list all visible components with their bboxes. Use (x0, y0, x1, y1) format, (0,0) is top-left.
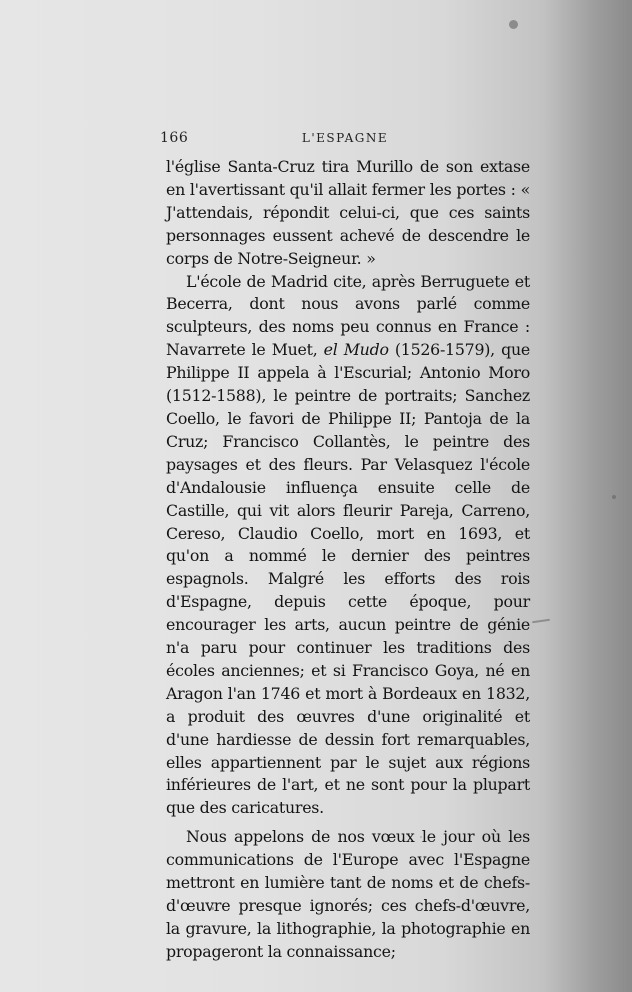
paragraph-1: l'église Santa-Cruz tira Murillo de son extase en l'avertissant qu'il allait fermer les portes : « J'attendais, répondit celui-ci, que ces saints personnages eussent achevé de descendre le corps de Notre-Seigneur. » (166, 157, 530, 268)
ink-spot (612, 495, 616, 499)
paragraph-2-text-a: L'école de Madrid cite, après Berruguete et Becerra, dont nous avons parlé comme sculpteurs, des noms peu connus en France : Navarrete le Muet, (166, 271, 530, 360)
paragraph-3: Nous appelons de nos vœux le jour où les communications de l'Europe avec l'Espagne mettront en lumière tant de noms et de chefs-d'œuvre presque ignorés; ces chefs-d'œuvre, la gravure, la lithographie, la photographie en propageront la connaissance; (166, 827, 530, 961)
page-number: 166 (160, 130, 189, 146)
ink-spot (509, 20, 518, 29)
page-header (160, 130, 530, 150)
running-head: L'ESPAGNE (301, 131, 389, 145)
ink-stroke (532, 619, 550, 623)
paragraph-2-italic: el Mudo (323, 340, 389, 360)
paragraph-2 (166, 271, 530, 821)
paragraph-2-text-b: (1526-1579), que Philippe II appela à l'Escurial; Antonio Moro (1512-1588), le peintre de portraits; Sanchez Coello, le favori de Philippe II; Pantoja de la Cruz; Francisco Collantès, le peintre des paysages et des fleurs. Par Velasquez l'école d'Andalousie influença ensuite celle de Castille, qui vit alors fleurir Pareja, Carreno, Cereso, Claudio Coello, mort en 1693, et qu'on a nommé le dernier des peintres espagnols. Malgré les efforts des rois d'Espagne, depuis cette époque, pour encourager les arts, aucun peintre de génie n'a paru pour continuer les traditions des écoles anciennes; et si Francisco Goya, né en Aragon l'an 1746 et mort à Bordeaux en 1832, a produit des œuvres d'une originalité et d'une hardiesse de dessin fort remarquables, elles appartiennent par le sujet aux régions inférieures de l'art, et ne sont pour la plupart que des caricatures. (166, 340, 530, 818)
body-text (166, 156, 530, 964)
